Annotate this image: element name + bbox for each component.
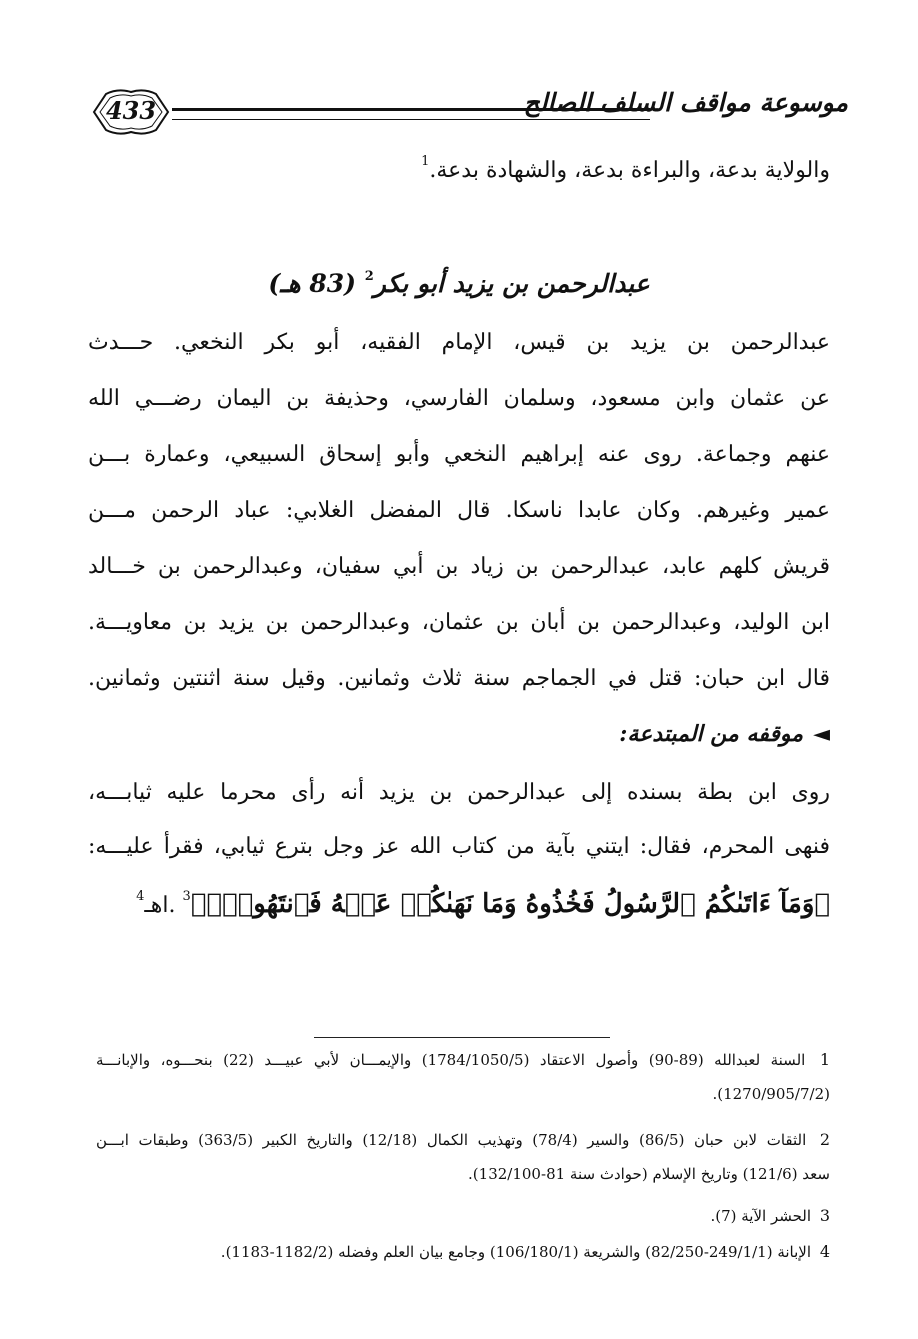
footnote-text: الثقات لابن حبان (86/5) والسير (78/4) وتهذيب الكمال (12/18) والتاريخ الكبير (363/5) وطبقات ابـــن — [96, 1131, 807, 1149]
biography-line: قال ابن حبان: قتل في الجماجم سنة ثلاث وثمانين. وقيل سنة اثنتين وثمانين. — [88, 666, 830, 691]
footnote-1-cont: (1270/905/7/2). — [712, 1085, 830, 1103]
footnote-number: 3 — [819, 1206, 830, 1225]
footnote-separator — [314, 1037, 610, 1038]
arrow-icon: ◄ — [813, 721, 830, 747]
quran-verse: ﴿وَمَآ ءَاتَىٰكُمُ ٱلرَّسُولُ فَخُذُوهُ وَمَا نَهَىٰكُمۡ عَنۡهُ فَٱنتَهُواْۚ﴾ — [190, 889, 830, 919]
stance-line: فنهى المحرم، فقال: ايتني بآية من كتاب الله عز وجل بترع ثيابي، فقرأ عليـــه: — [88, 834, 830, 859]
footnote-1 — [96, 1045, 830, 1075]
footnote-number: 1 — [819, 1050, 830, 1069]
footnote-ref-3: 3 — [182, 889, 191, 904]
stance-line: روى ابن بطة بسنده إلى عبدالرحمن بن يزيد أنه رأى محرما عليه ثيابـــه، — [88, 780, 830, 805]
intro-text: والولاية بدعة، والبراءة بدعة، والشهادة بدعة. — [429, 158, 830, 183]
page-number: 433 — [105, 96, 157, 125]
footnote-2-cont: سعد (121/6) وتاريخ الإسلام (حوادث سنة 81-132/100). — [468, 1165, 830, 1183]
quran-line — [88, 880, 830, 933]
heading-date: (83 هـ) — [268, 269, 356, 298]
footnote-2 — [96, 1125, 830, 1155]
biography-line: عمير وغيرهم. وكان عابدا ناسكا. قال المفضل الغلابي: عباد الرحمن مـــن — [88, 498, 830, 523]
footnote-ref-4: 4 — [136, 889, 145, 904]
stance-subheading — [619, 714, 830, 754]
biography-line: قريش كلهم عابد، عبدالرحمن بن زياد بن أبي سفيان، وعبدالرحمن بن خـــالد — [88, 554, 830, 579]
footnote-number: 4 — [819, 1242, 830, 1261]
biography-line: عن عثمان وابن مسعود، وسلمان الفارسي، وحذيفة بن اليمان رضـــي الله — [88, 386, 830, 411]
footnote-number: 2 — [819, 1130, 830, 1149]
page-header — [88, 78, 848, 148]
quran-suffix: .اهـ — [144, 893, 176, 918]
footnote-3 — [96, 1201, 830, 1231]
biography-line: عبدالرحمن بن يزيد بن قيس، الإمام الفقيه، أبو بكر النخعي. حـــدث — [88, 330, 830, 355]
heading-name: عبدالرحمن بن يزيد أبو بكر — [373, 269, 650, 298]
footnote-ref-2: 2 — [364, 269, 374, 284]
intro-line — [88, 150, 830, 195]
footnote-text: الإبانة (249/1/1-82/250) والشريعة (106/180/1) وجامع بيان العلم وفضله (1182/2-1183). — [220, 1243, 812, 1261]
biography-line: عنهم وجماعة. روى عنه إبراهيم النخعي وأبو إسحاق السبيعي، وعمارة بـــن — [88, 442, 830, 467]
footnote-ref-1: 1 — [421, 154, 430, 169]
footnote-text: الحشر الآية (7). — [710, 1207, 812, 1225]
footnote-4 — [96, 1237, 830, 1267]
footnote-text: السنة لعبدالله (89-90) وأصول الاعتقاد (1784/1050/5) والإيمـــان لأبي عبيـــد (22) بنحـــوه، والإبانـــة — [96, 1051, 806, 1069]
subheading-text: موقفه من المبتدعة: — [619, 721, 804, 747]
series-title: موسوعة مواقف السلف الصالح — [523, 88, 848, 117]
biography-line: ابن الوليد، وعبدالرحمن بن أبان بن عثمان، وعبدالرحمن بن يزيد بن معاويـــة. — [88, 610, 830, 635]
biography-heading — [88, 262, 830, 311]
